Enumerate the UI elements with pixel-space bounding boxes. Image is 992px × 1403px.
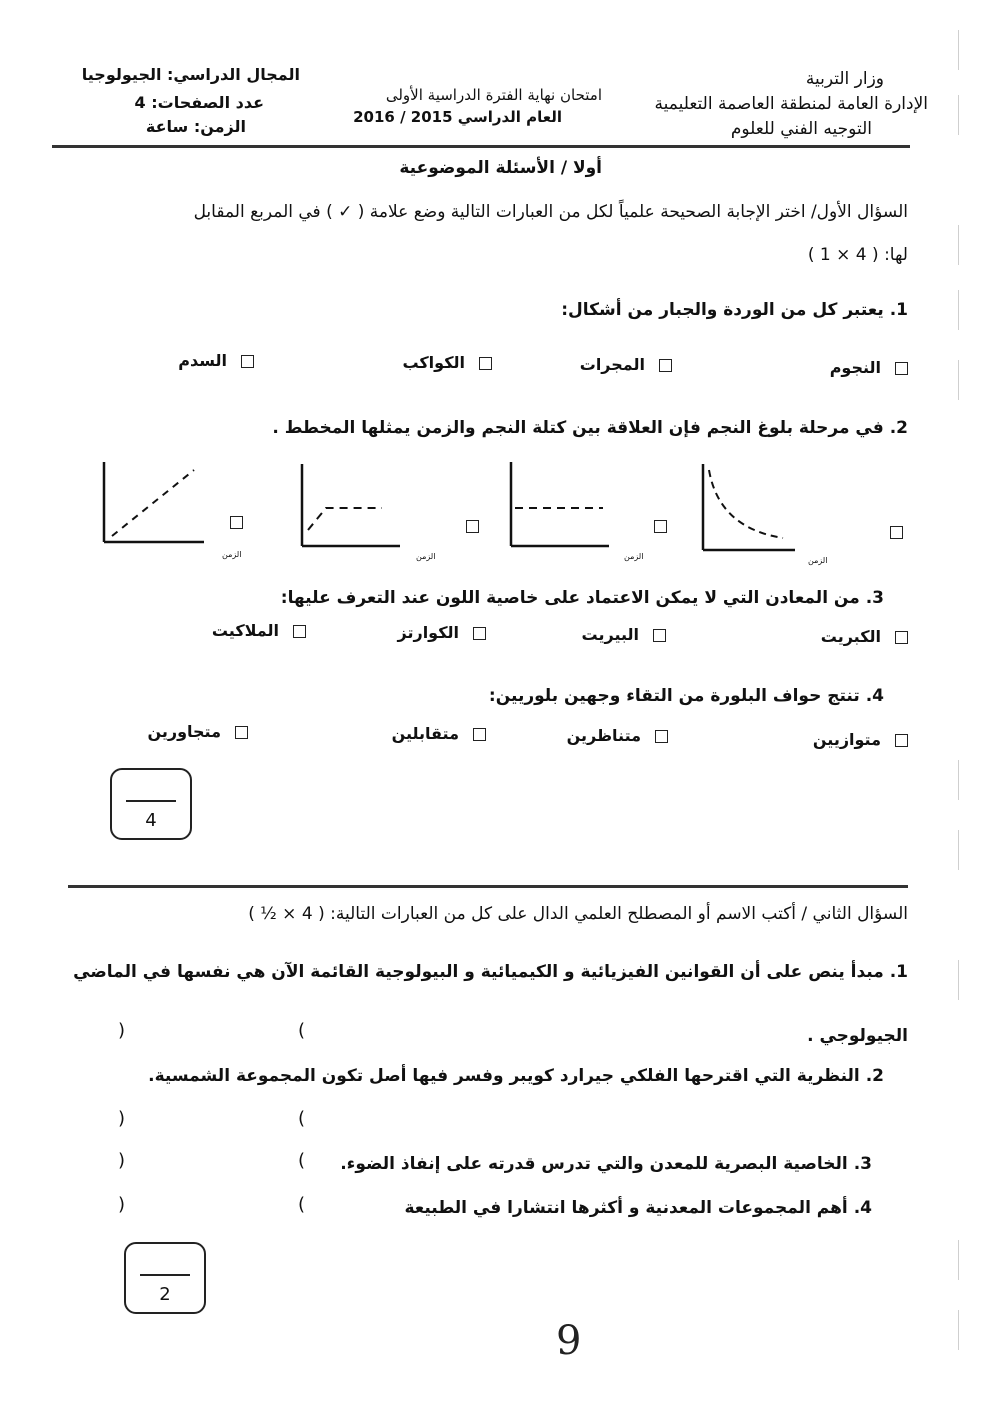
subject-field: المجال الدراسي: الجيولوجيا [81,65,300,84]
q1-item-3-option-1[interactable]: الكبريت [821,627,908,646]
scan-edge-mark [958,760,964,800]
answer-paren-open: ( [298,1194,306,1215]
q1-item-1-option-1[interactable]: النجوم [830,358,908,377]
graph-axis-label: الزمن [416,552,436,561]
q2-item-2 [148,1066,884,1086]
scan-edge-mark [958,360,964,400]
q1-item-3-option-4[interactable]: الملاكيت [212,621,306,640]
page-count: عدد الصفحات: 4 [134,93,264,112]
q1-item-2-option-4-checkbox[interactable] [230,512,243,531]
scan-edge-mark [958,30,964,70]
item-text: النظرية التي اقترحها الفلكي جيرارد كويبر وفسر فيها أصل تكون المجموعة الشمسية. [148,1066,860,1086]
item-number: 2. [865,1066,884,1086]
answer-paren-open: ( [298,1020,306,1041]
exam-title: امتحان نهاية الفترة الدراسية الأولى [385,86,602,104]
q1-item-2-graph-increasing [98,456,208,556]
scan-edge-mark [958,1310,964,1350]
section-divider [68,885,908,888]
checkbox[interactable] [241,355,254,368]
header-divider [52,145,910,148]
q2-instruction: السؤال الثاني / أكتب الاسم أو المصطلح العلمي الدال على كل من العبارات التالية: ( 4 × ½ ) [248,904,908,924]
scan-edge-mark [958,960,964,1000]
checkbox[interactable] [895,734,908,747]
checkbox[interactable] [479,357,492,370]
q1-item-4 [489,686,884,706]
ministry-name: وزار التربية [805,69,884,89]
item-text: من المعادن التي لا يمكن الاعتماد على خاصية اللون عند التعرف عليها: [280,588,860,608]
answer-paren-close: ) [118,1108,126,1129]
checkbox[interactable] [895,631,908,644]
checkbox[interactable] [293,625,306,638]
q1-item-1 [561,300,908,320]
checkbox[interactable] [653,629,666,642]
q1-item-2-option-2-checkbox[interactable] [654,516,667,535]
q1-item-2-graph-rise-plateau [296,458,406,558]
scan-edge-mark [958,830,964,870]
academic-year: العام الدراسي 2015 / 2016 [353,108,562,126]
q1-item-1-option-3[interactable]: الكواكب [402,353,492,372]
item-text: في مرحلة بلوغ النجم فإن العلاقة بين كتلة النجم والزمن يمثلها المخطط . [272,418,884,438]
score-total: 2 [159,1284,171,1305]
q1-item-2-option-3-checkbox[interactable] [466,516,479,535]
answer-paren-close: ) [118,1150,126,1171]
q1-score-box [110,768,192,840]
item-number: 3. [865,588,884,608]
checkbox[interactable] [235,726,248,739]
q1-item-4-option-1[interactable]: متوازيين [813,730,908,749]
item-number: 3. [853,1154,872,1174]
q1-item-1-option-2[interactable]: المجرات [580,355,672,374]
item-number: 1. [889,962,908,982]
q1-item-4-option-4[interactable]: متجاورين [147,722,248,741]
score-line [140,1274,190,1276]
checkbox[interactable] [473,627,486,640]
item-text: الخاصية البصرية للمعدن والتي تدرس قدرته على إنفاذ الضوء. [340,1154,848,1174]
q1-item-3 [281,588,884,608]
checkbox[interactable] [895,362,908,375]
item-text: مبدأ ينص على أن القوانين الفيزيائية و الكيميائية و البيولوجية القائمة الآن هي نفسها في الماضي [73,962,884,982]
page-number: 9 [556,1318,582,1364]
answer-paren-open: ( [298,1150,306,1171]
graph-axis-label: الزمن [808,556,828,565]
item-number: 1. [889,300,908,320]
q2-item-4-answer-field[interactable] [132,1196,292,1220]
score-total: 4 [145,810,157,831]
q1-item-2-option-1-checkbox[interactable] [890,522,903,541]
item-text: يعتبر كل من الوردة والجبار من أشكال: [561,300,884,320]
scan-edge-mark [958,290,964,330]
answer-paren-close: ) [118,1020,126,1041]
q2-item-1-continued: الجيولوجي . [807,1026,908,1046]
scan-edge-mark [958,225,964,265]
item-text: تنتج حواف البلورة من التقاء وجهين بلوريين: [488,686,860,706]
department-name: التوجيه الفني للعلوم [730,119,872,139]
checkbox[interactable] [659,359,672,372]
q1-item-1-option-4[interactable]: السدم [178,351,254,370]
scan-edge-mark [958,95,964,135]
q1-item-2-graph-constant [505,456,615,556]
exam-duration: الزمن: ساعة [145,117,246,136]
answer-paren-open: ( [298,1108,306,1129]
q2-item-3 [340,1154,872,1174]
q1-item-4-option-2[interactable]: متناظرين [567,726,668,745]
q2-item-1-answer-field[interactable] [132,1022,292,1046]
q2-item-2-answer-field[interactable] [132,1110,292,1134]
q1-item-4-option-3[interactable]: متقابلين [392,724,486,743]
q2-item-1 [73,962,908,982]
q1-marks: لها: ( 4 × 1 ) [807,245,908,265]
item-number: 2. [889,418,908,438]
answer-paren-close: ) [118,1194,126,1215]
item-text: أهم المجموعات المعدنية و أكثرها انتشارا في الطبيعة [404,1198,848,1218]
section-title: أولا / الأسئلة الموضوعية [399,158,602,178]
graph-axis-label: الزمن [222,550,242,559]
directorate-name: الإدارة العامة لمنطقة العاصمة التعليمية [654,94,928,114]
q1-item-3-option-2[interactable]: البيريت [582,625,666,644]
score-line [126,800,176,802]
q1-item-2 [272,418,908,438]
q1-item-2-graph-decreasing [695,458,805,558]
q2-item-4 [404,1198,872,1218]
item-number: 4. [865,686,884,706]
q2-item-3-answer-field[interactable] [132,1152,292,1176]
checkbox[interactable] [473,728,486,741]
q1-instruction: السؤال الأول/ اختر الإجابة الصحيحة علمياً لكل من العبارات التالية وضع علامة ( ✓ ) في المربع المقابل [193,202,908,222]
scan-edge-mark [958,1240,964,1280]
item-number: 4. [853,1198,872,1218]
graph-axis-label: الزمن [624,552,644,561]
q1-item-3-option-3[interactable]: الكوارتز [398,623,486,642]
q2-score-box [124,1242,206,1314]
checkbox[interactable] [655,730,668,743]
